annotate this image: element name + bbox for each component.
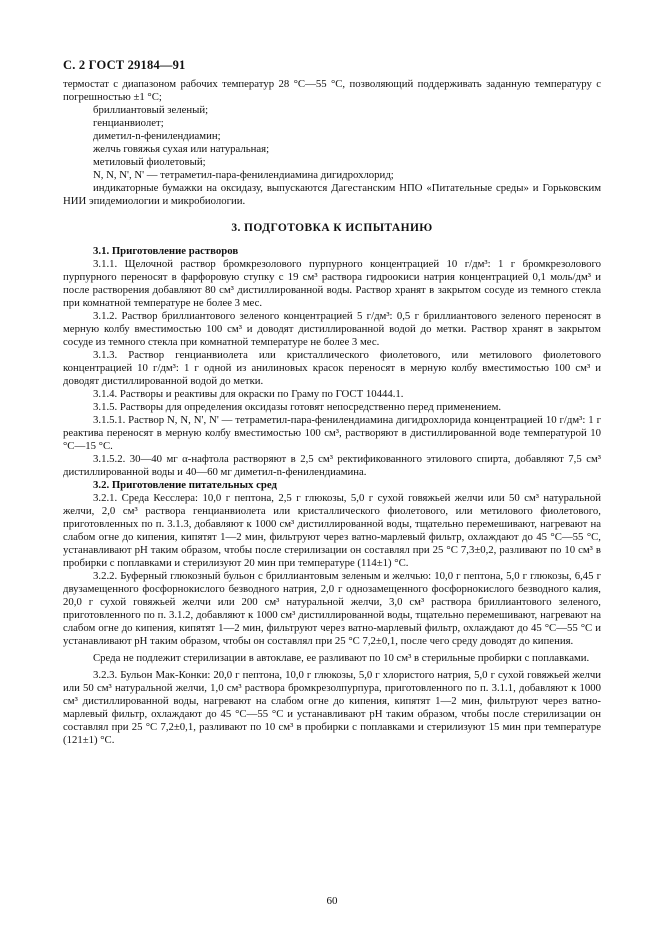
clause: 3.1.5. Растворы для определения оксидазы готовят непосредственно перед применением. — [93, 401, 502, 413]
paragraph: термостат с диапазоном рабочих температур 28 °С—55 °С, позволяющий поддерживать заданную температуру с погрешностью ±1 °С; — [63, 78, 601, 103]
list-item: диметил-n-фенилендиамин; — [93, 130, 221, 142]
list-item: желчь говяжья сухая или натуральная; — [93, 143, 270, 155]
list-item: бриллиантовый зеленый; — [93, 104, 209, 116]
page-header: С. 2 ГОСТ 29184—91 — [63, 58, 186, 72]
list-item: метиловый фиолетовый; — [93, 156, 206, 168]
list-item: индикаторные бумажки на оксидазу, выпускаются Дагестанским НПО «Питательные среды» и Горьковским НИИ эпидемиологии и микробиологии. — [63, 182, 601, 207]
list-item: N, N, N', N' — тетраметил-пара-фенилендиамина дигидрохлорид; — [93, 169, 394, 181]
clause: 3.1.2. Раствор бриллиантового зеленого концентрацией 5 г/дм³: 0,5 г бриллиантового зеленого переносят в мерную колбу вместимостью 100 см³ и доводят дистиллированной водой до метки. Раствор хранят в закрытом сосуде из темного стекла при комнатной температуре не более 3 мес. — [63, 310, 601, 348]
section-title: 3. ПОДГОТОВКА К ИСПЫТАНИЮ — [231, 222, 433, 234]
document-page — [63, 0, 601, 936]
clause: 3.2.3. Бульон Мак-Конки: 20,0 г пептона, 10,0 г глюкозы, 5,0 г хлористого натрия, 5,0 г сухой говяжьей желчи или 50 см³ натуральной желчи, 1,0 см³ раствора бромкрезолпурпура, приготовленного по п. 3.1.1, добавляют к 1000 см³ дистиллированной воды, нагревают на слабом огне до кипения, кипятят 1—2 мин, фильтруют через ватно-марлевый фильтр, охлаждают до 45 °С—55 °С и устанавливают pH таким образом, чтобы после стерилизации он составлял при 25 °С 7,2±0,1, разливают по 10 см³ в пробирки с поплавками и стерилизуют 15 мин при температуре (121±1) °С. — [63, 669, 601, 746]
clause: 3.2.2. Буферный глюкозный бульон с бриллиантовым зеленым и желчью: 10,0 г пептона, 5,0 г глюкозы, 6,45 г двузамещенного фосфорнокислого безводного натрия, 2,0 г однозамещенного фосфорнокислого безводного калия, 20,0 г сухой говяжьей желчи или 200 см³ натуральной желчи, 3,0 см³ раствора бриллиантового зеленого, приготовленного по п. 3.1.2, добавляют к 1000 см³ дистиллированной воды, тщательно перемешивают, нагревают на слабом огне до кипения, кипятят 1—2 мин, фильтруют через ватно-марлевый фильтр, охлаждают до 45 °С—55 °С и устанавливают pH таким образом, чтобы он составлял при 25 °С 7,2±0,1, после чего среду доводят до кипения. — [63, 570, 601, 647]
document-body — [63, 78, 601, 747]
clause: 3.1.4. Растворы и реактивы для окраски по Граму по ГОСТ 10444.1. — [93, 388, 404, 400]
page-number: 60 — [326, 895, 338, 907]
clause: Среда не подлежит стерилизации в автоклаве, ее разливают по 10 см³ в стерильные пробирки с поплавками. — [93, 652, 590, 664]
clause: 3.1.5.2. 30—40 мг α-нафтола растворяют в 2,5 см³ ректификованного этилового спирта, добавляют 7,5 см³ дистиллированной воды и 40—60 мг диметил-n-фенилендиамина. — [63, 453, 601, 478]
clause: 3.1.1. Щелочной раствор бромкрезолового пурпурного концентрацией 10 г/дм³: 1 г бромкрезолового пурпурного переносят в фарфоровую ступку с 19 см³ раствора гидроокиси натрия концентрацией 0,1 моль/дм³ и после растворения добавляют 80 см³ дистиллированной воды. Раствор хранят в закрытом сосуде из темного стекла при комнатной температуре не более 3 мес. — [63, 258, 601, 309]
clause: 3.1.5.1. Раствор N, N, N', N' — тетраметил-пара-фенилендиамина дигидрохлорида концентрацией 10 г/дм³: 1 г реактива переносят в мерную колбу вместимостью 100 см³, растворяют в дистиллированной воде температурой 10 °С—15 °С. — [63, 414, 601, 452]
subsection-title: 3.1. Приготовление растворов — [93, 245, 239, 257]
clause: 3.1.3. Раствор генцианвиолета или кристаллического фиолетового, или метилового фиолетового концентрацией 10 г/дм³: 1 г одной из анилиновых красок переносят в мерную колбу вместимостью 100 см³ и доводят дистиллированной водой до метки. — [63, 349, 601, 387]
clause: 3.2.1. Среда Кесслера: 10,0 г пептона, 2,5 г глюкозы, 5,0 г сухой говяжьей желчи или 50 см³ натуральной желчи, 2,0 см³ раствора генцианвиолета или кристаллического фиолетового, или метилового фиолетового, приготовленных по п. 3.1.3, добавляют к 1000 см³ дистиллированной воды, тщательно перемешивают, нагревают на слабом огне до кипения, кипятят 1—2 мин, фильтруют через ватно-марлевый фильтр, охлаждают до 45 °С—55 °С, устанавливают pH таким образом, чтобы после стерилизации он составлял при 25 °С 7,3±0,2, разливают по 10 см³ в пробирки с поплавками и стерилизуют 20 мин при температуре (114±1) °С. — [63, 492, 601, 569]
list-item: генцианвиолет; — [93, 117, 164, 129]
subsection-title: 3.2. Приготовление питательных сред — [93, 479, 277, 491]
